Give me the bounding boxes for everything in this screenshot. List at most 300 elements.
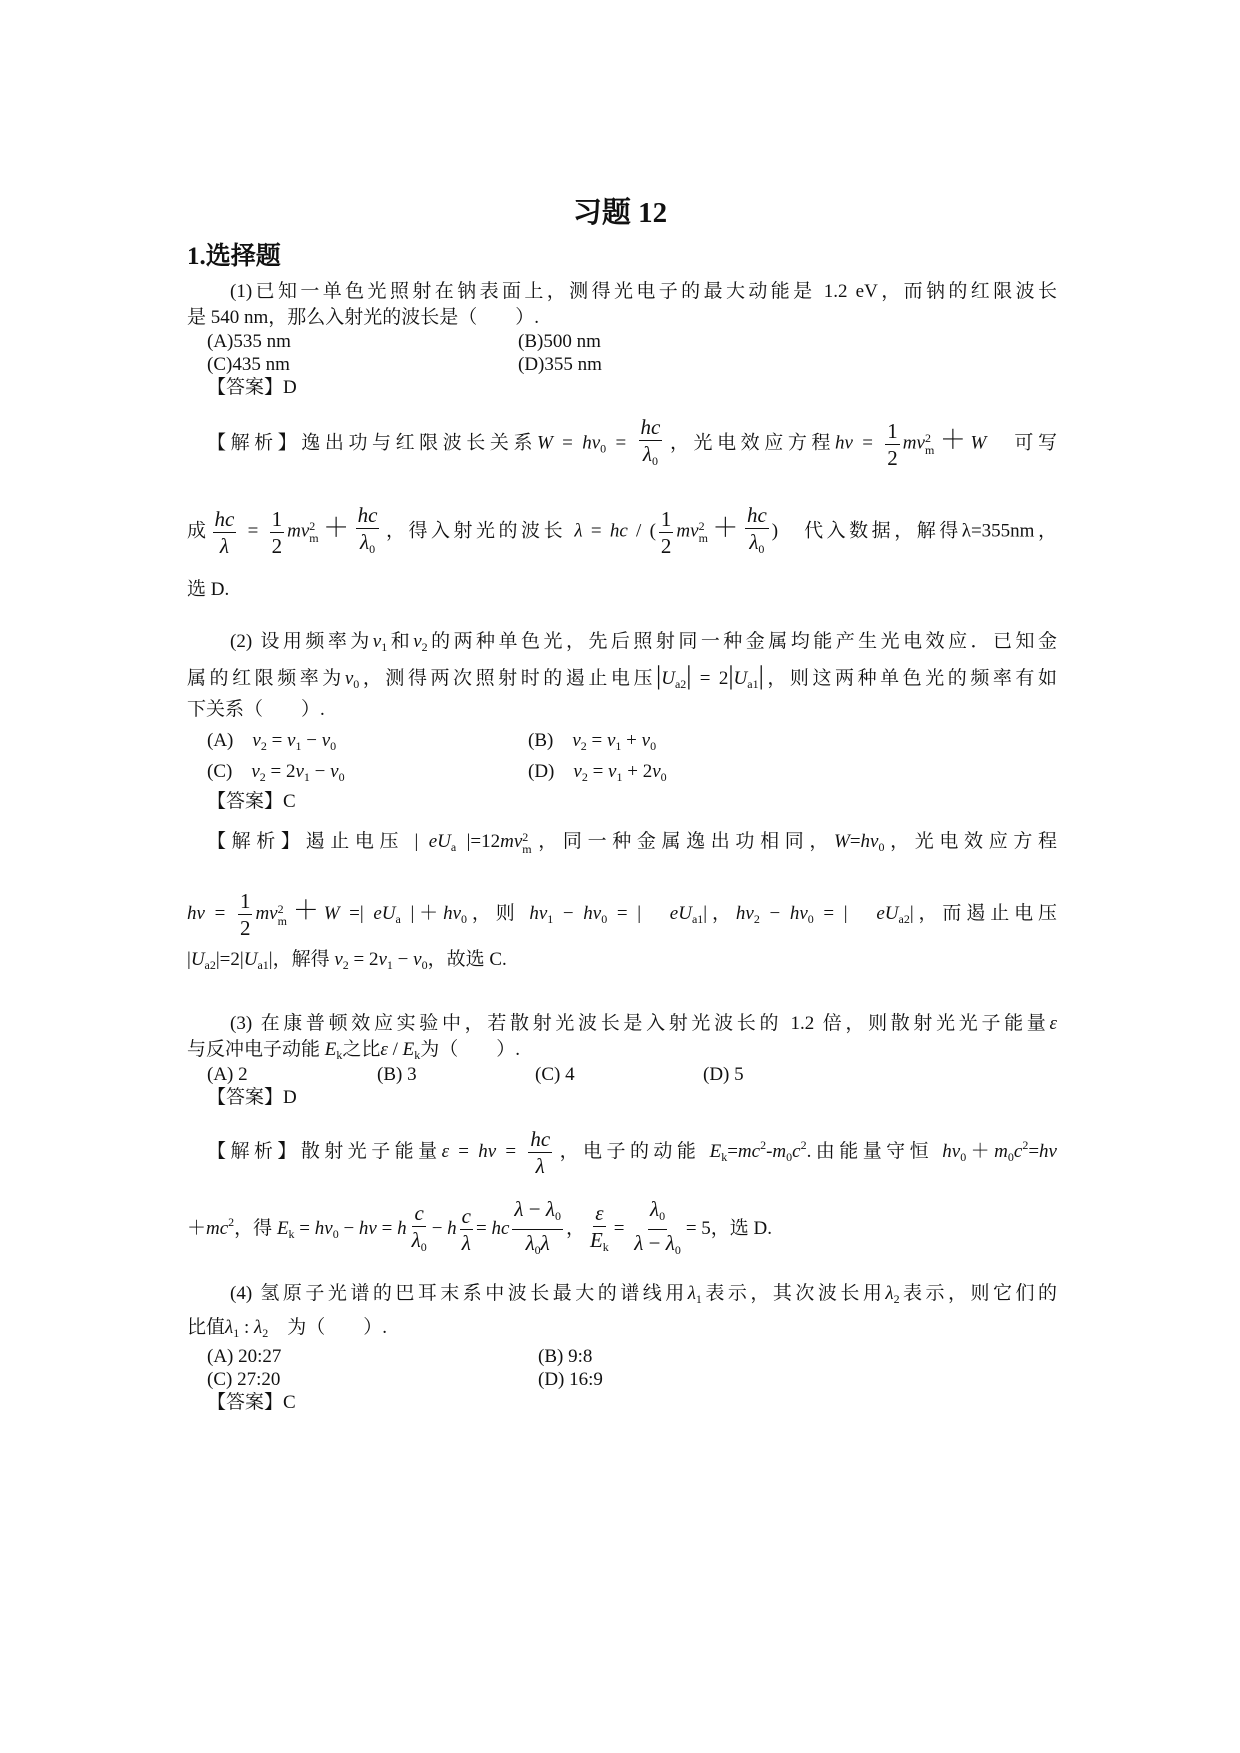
q4-option-c: (C) 27:20 xyxy=(207,1369,281,1390)
denominator xyxy=(641,441,660,474)
text-run: ＋ xyxy=(966,1140,995,1162)
subscript: 0 xyxy=(353,677,360,691)
q3-stem-line xyxy=(230,1012,1057,1036)
math-operator: | xyxy=(686,661,692,690)
denominator xyxy=(218,533,231,559)
text-run: = xyxy=(204,902,235,924)
text-run: | xyxy=(187,949,191,970)
denominator xyxy=(238,915,253,941)
sup-sub xyxy=(925,432,934,456)
subscript: 0 xyxy=(332,1226,339,1241)
subscript: 1 xyxy=(295,739,302,753)
math-symbol: c xyxy=(1013,1140,1023,1162)
denominator xyxy=(632,1230,683,1263)
math-symbol: λ xyxy=(649,1197,660,1221)
math-symbol: v xyxy=(413,949,422,970)
numerator xyxy=(885,418,900,445)
denominator xyxy=(460,1230,473,1256)
page-title: 习题 12 xyxy=(572,197,668,229)
sup-sub xyxy=(522,831,531,855)
math-symbol: W xyxy=(970,432,987,454)
fraction xyxy=(512,1196,563,1263)
text-run: − xyxy=(338,1217,359,1239)
subscript: a1 xyxy=(747,677,759,691)
subscript: k xyxy=(414,1048,421,1062)
text-run: (B) xyxy=(528,730,573,751)
math-symbol: hv xyxy=(860,831,879,852)
text-run: 比值 xyxy=(187,1317,226,1338)
denominator xyxy=(885,445,900,471)
superscript: 2 xyxy=(309,519,316,533)
math-symbol: λ xyxy=(359,530,370,554)
text-run: ，同一种金属逸出功相同， xyxy=(532,831,834,852)
text-run: 的两种单色光，先后照射同一种金属均能产生光电效应．已知金 xyxy=(427,631,1057,652)
q1-option-b: (B)500 nm xyxy=(518,331,601,352)
text-run: 为（ ）. xyxy=(420,1039,521,1060)
subscript: 0 xyxy=(758,542,765,556)
math-symbol: v xyxy=(641,730,651,751)
text-run: ，得 xyxy=(234,1217,277,1239)
text-run: = | xyxy=(607,902,670,924)
q2-option-d xyxy=(528,760,667,789)
q3-option-c: (C) 4 xyxy=(535,1064,575,1085)
math-symbol: hv xyxy=(834,432,853,454)
text-run: = 2 xyxy=(265,761,296,782)
text-run: − xyxy=(301,730,322,751)
math-symbol: hv xyxy=(942,1140,961,1162)
text-run: - xyxy=(766,1140,773,1162)
text-run: (D) xyxy=(528,761,574,782)
subscript: m xyxy=(698,531,708,545)
text-run: 之比 xyxy=(342,1039,381,1060)
superscript: 2 xyxy=(924,431,931,445)
math-symbol: λ xyxy=(514,1197,524,1221)
text-run: ， xyxy=(565,1217,585,1239)
text-run: (C) xyxy=(207,761,252,782)
fraction xyxy=(659,506,674,559)
subscript: 2 xyxy=(421,640,428,654)
text-run: 与反冲电子动能 xyxy=(187,1039,325,1060)
q2-stem-line xyxy=(230,630,1057,659)
q2-option-c xyxy=(207,760,345,789)
section-heading: 1.选择题 xyxy=(187,243,281,270)
text-run: 【解析】散射光子能量 xyxy=(207,1140,442,1162)
subscript: k xyxy=(288,1226,295,1241)
math-symbol: v xyxy=(608,761,617,782)
fraction xyxy=(356,502,380,562)
fraction xyxy=(632,1196,683,1263)
q3-analysis-line xyxy=(187,1196,1057,1263)
numerator xyxy=(356,502,380,529)
text-run: =| xyxy=(339,902,374,924)
math-symbol: mv xyxy=(255,902,278,924)
numerator xyxy=(648,1196,667,1230)
denominator xyxy=(524,1230,552,1263)
denominator xyxy=(410,1227,429,1260)
math-symbol: hc xyxy=(640,415,661,439)
superscript: 2 xyxy=(277,901,284,916)
math-symbol: mv xyxy=(676,520,699,542)
superscript: 2 xyxy=(1022,1137,1029,1152)
text-run: ，得入射光的波长 xyxy=(382,520,575,542)
math-symbol: U xyxy=(733,668,748,689)
math-symbol: λ xyxy=(540,1231,550,1255)
text-run: ，测得两次照射时的遏止电压 xyxy=(359,668,656,689)
math-symbol: λ xyxy=(545,1197,555,1221)
text-run: − xyxy=(643,1231,666,1255)
math-symbol: v xyxy=(606,730,616,751)
subscript: m xyxy=(522,841,532,856)
math-symbol: λ xyxy=(749,530,759,554)
text-run: = xyxy=(1028,1140,1040,1162)
math-symbol: W xyxy=(834,831,850,852)
q1-stem-line xyxy=(187,306,1057,330)
denominator xyxy=(659,533,674,559)
text-run: |，解得 xyxy=(268,949,335,970)
subscript: 0 xyxy=(461,911,468,926)
math-symbol: ε xyxy=(1049,1013,1057,1034)
math-symbol: hv xyxy=(478,1140,497,1162)
subscript: 2 xyxy=(259,770,266,784)
q2-stem-line xyxy=(187,698,1057,722)
subscript: 0 xyxy=(554,1209,561,1223)
subscript: 0 xyxy=(369,542,376,556)
math-symbol: v xyxy=(372,631,382,652)
math-symbol: λ xyxy=(665,1231,675,1255)
q1-option-a: (A)535 nm xyxy=(207,331,291,352)
text-run: 1 xyxy=(239,889,251,913)
subscript: 2 xyxy=(893,1292,900,1306)
math-symbol: mv xyxy=(287,520,310,542)
math-symbol: v xyxy=(321,730,331,751)
math-symbol: E xyxy=(402,1039,415,1060)
math-symbol: U xyxy=(190,949,205,970)
math-symbol: λ xyxy=(634,1231,644,1255)
text-run: 表示，则它们的 xyxy=(899,1283,1057,1304)
math-symbol: hv xyxy=(789,902,808,924)
text-run: = xyxy=(849,831,861,852)
math-symbol: λ xyxy=(885,1283,894,1304)
subscript: a2 xyxy=(204,958,216,972)
text-run: 是 540 nm，那么入射光的波长是（ ）. xyxy=(187,307,540,328)
numerator xyxy=(412,1200,425,1227)
text-run: = xyxy=(449,1140,479,1162)
math-symbol: mc xyxy=(206,1217,229,1239)
math-operator: | xyxy=(656,661,662,690)
q3-option-b: (B) 3 xyxy=(377,1064,417,1085)
numerator xyxy=(460,1203,473,1230)
text-run: ，故选 C. xyxy=(427,949,507,970)
math-symbol: U xyxy=(243,949,258,970)
math-symbol: λ xyxy=(574,520,583,542)
math-symbol: λ xyxy=(225,1317,234,1338)
text-run: ，电子的动能 xyxy=(555,1140,710,1162)
q3-option-d: (D) 5 xyxy=(703,1064,744,1085)
q2-analysis-line xyxy=(187,948,1057,977)
fraction xyxy=(885,418,900,471)
text-run: = 2 xyxy=(691,668,729,689)
math-symbol: v xyxy=(251,761,260,782)
text-run: ，光电效应方程 xyxy=(665,432,835,454)
q1-analysis-line xyxy=(207,414,1057,474)
math-symbol: v xyxy=(378,949,387,970)
subscript: 0 xyxy=(338,770,345,784)
text-run: = xyxy=(606,432,636,454)
math-symbol: hv xyxy=(582,432,601,454)
math-operator: ＋ xyxy=(287,895,324,925)
fraction xyxy=(460,1203,473,1256)
math-symbol: eU xyxy=(876,902,899,924)
subscript: 1 xyxy=(695,1292,702,1306)
q3-option-a: (A) 2 xyxy=(207,1064,248,1085)
sup-sub xyxy=(309,520,318,544)
superscript: 2 xyxy=(228,1214,235,1229)
text-run: = xyxy=(376,1217,398,1239)
math-symbol: v xyxy=(344,668,354,689)
math-symbol: hv xyxy=(358,1217,377,1239)
math-symbol: v xyxy=(330,761,339,782)
q4-option-a: (A) 20:27 xyxy=(207,1346,282,1367)
q2-analysis-line xyxy=(187,888,1057,941)
numerator xyxy=(528,1126,552,1153)
fraction xyxy=(639,414,663,474)
subscript: 0 xyxy=(674,1243,681,1257)
math-symbol: ε xyxy=(441,1140,450,1162)
q2-stem-line xyxy=(187,661,1057,696)
text-run: |=12 xyxy=(456,831,501,852)
math-symbol: h xyxy=(397,1217,407,1239)
denominator xyxy=(747,529,766,562)
fraction xyxy=(213,506,237,559)
text-run: 成 xyxy=(187,520,210,542)
text-run: − xyxy=(431,1217,448,1239)
text-run: = xyxy=(294,1217,315,1239)
math-symbol: W xyxy=(323,902,340,924)
text-run: 1 xyxy=(887,418,898,443)
text-run: = xyxy=(239,520,267,542)
fraction xyxy=(588,1200,611,1260)
subscript: a xyxy=(395,911,401,926)
math-symbol: E xyxy=(276,1217,289,1239)
math-symbol: m xyxy=(772,1140,787,1162)
math-symbol: hv xyxy=(1039,1140,1057,1162)
text-run: + xyxy=(621,730,642,751)
text-run: (1)已知一单色光照射在钠表面上，测得光电子的最大动能是 1.2 eV，而钠的红限波长 xyxy=(230,281,1057,302)
math-symbol: W xyxy=(537,432,553,454)
superscript: 2 xyxy=(760,1137,767,1152)
text-run: = xyxy=(552,432,583,454)
q3-analysis-line xyxy=(207,1126,1057,1179)
subscript: 0 xyxy=(786,1149,793,1164)
math-symbol: hv xyxy=(314,1217,333,1239)
subscript: 0 xyxy=(421,958,428,972)
text-run: |=2| xyxy=(215,949,244,970)
math-symbol: ε xyxy=(595,1200,604,1225)
subscript: 0 xyxy=(534,1243,541,1257)
subscript: a2 xyxy=(898,911,910,926)
subscript: 0 xyxy=(807,911,814,926)
fraction xyxy=(238,888,253,941)
math-symbol: eU xyxy=(428,831,451,852)
subscript: m xyxy=(309,531,319,545)
fraction xyxy=(270,506,285,559)
q1-option-c: (C)435 nm xyxy=(207,354,290,375)
text-run: = xyxy=(582,520,610,542)
denominator xyxy=(270,533,285,559)
superscript: 2 xyxy=(800,1137,807,1152)
fraction xyxy=(745,502,769,562)
math-symbol: c xyxy=(792,1140,801,1162)
subscript: 0 xyxy=(420,1239,427,1254)
text-run: 1 xyxy=(271,506,283,531)
subscript: 2 xyxy=(260,739,267,753)
text-run: = xyxy=(613,1217,630,1239)
math-symbol: E xyxy=(709,1140,722,1162)
math-symbol: mv xyxy=(902,432,925,454)
text-run: |，而遏止电压 xyxy=(909,902,1057,924)
subscript: 0 xyxy=(960,1149,967,1164)
math-symbol: h xyxy=(447,1217,457,1239)
math-symbol: hv xyxy=(735,902,754,924)
math-operator: ＋ xyxy=(708,513,742,543)
math-symbol: hv xyxy=(443,902,462,924)
q1-analysis-line xyxy=(187,578,1057,602)
text-run: + 2 xyxy=(622,761,653,782)
math-symbol: E xyxy=(589,1227,603,1252)
text-run: 2 xyxy=(660,533,672,558)
subscript: 1 xyxy=(615,739,622,753)
text-run: : xyxy=(239,1317,255,1338)
subscript: 0 xyxy=(660,770,667,784)
math-symbol: λ xyxy=(461,1231,471,1255)
subscript: 0 xyxy=(659,1209,666,1223)
math-symbol: E xyxy=(324,1039,337,1060)
text-run: 选 D. xyxy=(187,579,230,600)
subscript: a1 xyxy=(257,958,269,972)
text-run: = xyxy=(266,730,288,751)
numerator xyxy=(512,1196,563,1230)
math-symbol: hc xyxy=(746,503,767,527)
text-run: − xyxy=(759,902,790,924)
q1-option-d: (D)355 nm xyxy=(518,354,602,375)
text-run: .由能量守恒 xyxy=(806,1140,943,1162)
math-symbol: c xyxy=(461,1204,471,1228)
text-run: |＋ xyxy=(400,902,444,924)
math-symbol: λ xyxy=(411,1227,421,1252)
text-run: ) 代入数据，解得λ=355nm， xyxy=(771,520,1057,542)
numerator xyxy=(745,502,769,529)
math-symbol: eU xyxy=(669,902,692,924)
fraction xyxy=(528,1126,552,1179)
math-symbol: v xyxy=(334,949,343,970)
subscript: 2 xyxy=(342,958,349,972)
math-symbol: v xyxy=(572,730,581,751)
q2-answer: 【答案】C xyxy=(207,791,296,812)
numerator xyxy=(270,506,285,533)
math-symbol: λ xyxy=(254,1317,263,1338)
text-run: 为（ ）. xyxy=(268,1317,388,1338)
text-run: = xyxy=(475,1217,492,1239)
math-symbol: v xyxy=(295,761,304,782)
math-symbol: hv xyxy=(187,902,205,924)
text-run: − xyxy=(309,761,331,782)
text-run: 【解析】逸出功与红限波长关系 xyxy=(207,432,538,454)
denominator xyxy=(588,1227,611,1260)
math-symbol: eU xyxy=(373,902,396,924)
text-run: = 5，选 D. xyxy=(685,1217,773,1239)
text-run: 2 xyxy=(239,916,251,940)
subscript: k xyxy=(336,1048,343,1062)
subscript: 0 xyxy=(1007,1149,1014,1164)
text-run: (A) xyxy=(207,730,253,751)
text-run: 属的红限频率为 xyxy=(187,668,345,689)
subscript: 0 xyxy=(650,739,657,753)
text-run: (4) 氢原子光谱的巴耳末系中波长最大的谱线用 xyxy=(230,1283,688,1304)
math-symbol: v xyxy=(287,730,296,751)
text-run: 和 xyxy=(387,631,414,652)
text-run: ，则 xyxy=(467,902,530,924)
text-run: 2 xyxy=(271,533,283,558)
math-symbol: ε xyxy=(380,1039,388,1060)
q3-stem-line xyxy=(187,1038,1057,1067)
math-symbol: λ xyxy=(219,533,229,558)
subscript: 1 xyxy=(616,770,623,784)
math-operator: | xyxy=(728,661,734,690)
subscript: 1 xyxy=(233,1326,240,1340)
math-symbol: λ xyxy=(642,442,653,466)
denominator xyxy=(534,1153,547,1179)
text-run: = xyxy=(727,1140,738,1162)
math-symbol: hv xyxy=(529,902,548,924)
subscript: a1 xyxy=(691,911,704,926)
superscript: 2 xyxy=(522,829,529,844)
subscript: 2 xyxy=(580,739,587,753)
subscript: 2 xyxy=(262,1326,269,1340)
q1-analysis-line xyxy=(187,502,1057,562)
math-symbol: λ xyxy=(535,1154,545,1178)
math-symbol: λ xyxy=(525,1231,535,1255)
text-run: ，则这两种单色光的频率有如 xyxy=(763,668,1057,689)
subscript: m xyxy=(924,443,935,457)
numerator xyxy=(659,506,674,533)
text-run: / xyxy=(387,1039,403,1060)
text-run: |， xyxy=(703,902,736,924)
q4-stem-line xyxy=(230,1282,1057,1311)
subscript: 1 xyxy=(386,958,393,972)
subscript: 1 xyxy=(381,640,388,654)
text-run: 1 xyxy=(660,506,672,531)
math-operator: ＋ xyxy=(319,513,353,543)
text-run: = xyxy=(852,432,883,454)
text-run: = xyxy=(587,761,609,782)
text-run: 可写 xyxy=(986,432,1057,454)
q3-answer: 【答案】D xyxy=(207,1087,297,1108)
subscript: m xyxy=(277,913,287,928)
numerator xyxy=(213,506,237,533)
superscript: 2 xyxy=(698,519,705,533)
math-symbol: hc xyxy=(530,1127,551,1151)
text-run: 【解析】遏止电压 | xyxy=(207,831,429,852)
math-symbol: hc xyxy=(609,520,628,542)
subscript: a xyxy=(450,840,457,854)
subscript: 0 xyxy=(600,441,607,456)
math-symbol: hc xyxy=(214,506,235,531)
subscript: 1 xyxy=(303,770,310,784)
math-operator: ＋ xyxy=(935,425,971,455)
sup-sub xyxy=(278,903,287,927)
text-run: 2 xyxy=(887,445,898,470)
text-run: 下关系（ ）. xyxy=(187,699,325,720)
